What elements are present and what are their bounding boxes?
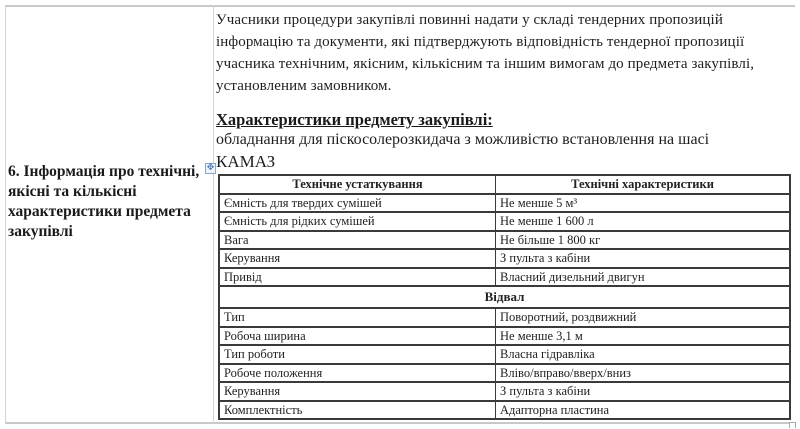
row-value: Не менше 5 м³ xyxy=(496,194,791,213)
section-title: Відвал xyxy=(219,286,790,308)
characteristics-heading: Характеристики предмету закупівлі: xyxy=(216,110,493,129)
table-row xyxy=(219,194,790,213)
table-row xyxy=(219,382,790,401)
row-value: Вліво/вправо/вверх/вниз xyxy=(496,364,791,383)
row-value: Адапторна пластина xyxy=(496,401,791,420)
header-characteristics: Технічні характеристики xyxy=(496,175,791,194)
table-row xyxy=(219,401,790,420)
row-name: Керування xyxy=(219,249,496,268)
outer-table-top-border xyxy=(5,5,795,7)
requirements-paragraph xyxy=(216,9,796,97)
row-name: Робоче положення xyxy=(219,364,496,383)
outer-table-column-divider xyxy=(213,5,214,424)
row-value: Не менше 3,1 м xyxy=(496,327,791,346)
requirements-text: Учасники процедури закупівлі повинні надати у складі тендерних пропозицій інформацію та документи, які підтверджують відповідність тендерної пропозиції учасника технічним, якісним, кількісним та іншим вимогам до предмета закупівлі, установленим замовником. xyxy=(216,12,755,94)
row-name: Керування xyxy=(219,382,496,401)
section-label-cell xyxy=(8,162,208,242)
row-name: Робоча ширина xyxy=(219,327,496,346)
table-move-handle-icon[interactable]: ✥ xyxy=(206,163,215,173)
row-value: Поворотний, роздвижний xyxy=(496,308,791,327)
row-value: Власна гідравліка xyxy=(496,345,791,364)
chassis-name: КАМАЗ xyxy=(216,152,276,171)
table-row xyxy=(219,345,790,364)
outer-table-left-border xyxy=(5,5,6,424)
specifications-table xyxy=(218,174,791,420)
row-value: Не менше 1 600 л xyxy=(496,212,791,231)
row-name: Комплектність xyxy=(219,401,496,420)
table-row xyxy=(219,308,790,327)
row-name: Привід xyxy=(219,268,496,287)
table-header-row xyxy=(219,175,790,194)
row-value: З пульта з кабіни xyxy=(496,249,791,268)
table-row xyxy=(219,268,790,287)
row-name: Ємність для рідких сумішей xyxy=(219,212,496,231)
section-header-row xyxy=(219,286,790,308)
table-row xyxy=(219,212,790,231)
table-resize-handle[interactable] xyxy=(789,422,796,428)
table-row xyxy=(219,231,790,250)
section-label: 6. Інформація про технічні, якісні та кількісні характеристики предмета закупівлі xyxy=(8,163,200,240)
header-equipment: Технічне устаткування xyxy=(219,175,496,194)
row-value: Не більше 1 800 кг xyxy=(496,231,791,250)
table-row xyxy=(219,327,790,346)
row-name: Тип xyxy=(219,308,496,327)
row-name: Ємність для твердих сумішей xyxy=(219,194,496,213)
equipment-description: обладнання для піскосолерозкидача з можливістю встановлення на шасі xyxy=(216,131,710,148)
row-value: Власний дизельний двигун xyxy=(496,268,791,287)
row-name: Тип роботи xyxy=(219,345,496,364)
table-row xyxy=(219,364,790,383)
table-row xyxy=(219,249,790,268)
row-value: З пульта з кабіни xyxy=(496,382,791,401)
row-name: Вага xyxy=(219,231,496,250)
outer-table-bottom-border xyxy=(5,422,790,424)
